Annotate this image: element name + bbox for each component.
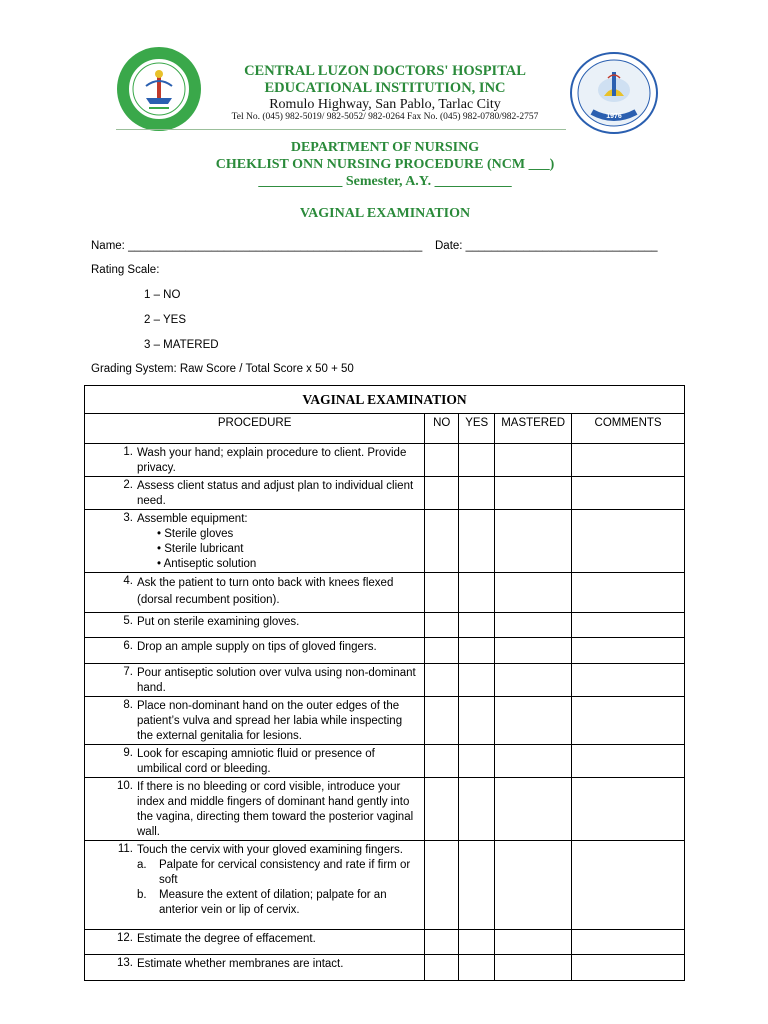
procedure-cell — [85, 697, 425, 745]
yes-cell[interactable] — [459, 955, 495, 981]
procedure-cell — [85, 510, 425, 573]
step-text: Drop an ample supply on tips of gloved fingers. — [137, 641, 377, 653]
column-header-comments: COMMENTS — [572, 414, 685, 444]
column-header-no: NO — [425, 414, 459, 444]
grading-system: Grading System: Raw Score / Total Score x 50 + 50 — [91, 363, 354, 375]
step-text: Look for escaping amniotic fluid or presence of umbilical cord or bleeding. — [137, 748, 375, 775]
column-header-yes: YES — [459, 414, 495, 444]
comments-cell[interactable] — [572, 745, 685, 778]
semester-line: ____________ Semester, A.Y. ___________ — [258, 174, 512, 189]
step-number: 9. — [123, 747, 133, 759]
mastered-cell[interactable] — [495, 697, 572, 745]
mastered-cell[interactable] — [495, 841, 572, 930]
step-number: 11. — [117, 843, 133, 855]
step-text: Estimate whether membranes are intact. — [137, 958, 344, 970]
sub-item — [137, 858, 420, 888]
no-cell[interactable] — [425, 664, 459, 697]
column-header-mastered: MASTERED — [495, 414, 572, 444]
procedure-cell — [85, 778, 425, 841]
rating-scale-label: Rating Scale: — [91, 264, 160, 276]
mastered-cell[interactable] — [495, 444, 572, 477]
procedure-cell — [85, 930, 425, 955]
yes-cell[interactable] — [459, 477, 495, 510]
yes-cell[interactable] — [459, 510, 495, 573]
table-row — [85, 664, 685, 697]
checklist-table — [84, 385, 685, 981]
checklist-title: CHEKLIST ONN NURSING PROCEDURE (NCM ___) — [215, 157, 555, 172]
procedure-cell — [85, 955, 425, 981]
mastered-cell[interactable] — [495, 745, 572, 778]
no-cell[interactable] — [425, 444, 459, 477]
table-row — [85, 778, 685, 841]
step-number: 12. — [117, 932, 133, 944]
table-header-row — [85, 414, 685, 444]
bullet-item: • Sterile gloves — [157, 528, 234, 540]
no-cell[interactable] — [425, 638, 459, 664]
step-text: Put on sterile examining gloves. — [137, 616, 300, 628]
mastered-cell[interactable] — [495, 510, 572, 573]
step-text: Ask the patient to turn onto back with knees flexed (dorsal recumbent position). — [137, 577, 394, 606]
table-row — [85, 510, 685, 573]
comments-cell[interactable] — [572, 930, 685, 955]
sub-item-text: Measure the extent of dilation; palpate for an anterior vein or lip of cervix. — [159, 889, 387, 916]
step-number: 1. — [123, 446, 133, 458]
bullet-text: Antiseptic solution — [163, 558, 257, 570]
step-text: Wash your hand; explain procedure to client. Provide privacy. — [137, 447, 407, 474]
sub-item — [137, 888, 420, 918]
scale-item-2: 2 – YES — [144, 314, 186, 326]
step-text: Assemble equipment: — [137, 513, 248, 525]
procedure-cell — [85, 444, 425, 477]
column-header-procedure: PROCEDURE — [85, 414, 425, 444]
yes-cell[interactable] — [459, 697, 495, 745]
sub-item-letter: b. — [137, 889, 147, 901]
step-number: 3. — [123, 512, 133, 524]
mastered-cell[interactable] — [495, 638, 572, 664]
step-number: 5. — [123, 615, 133, 627]
procedure-title: VAGINAL EXAMINATION — [299, 206, 471, 221]
procedure-cell — [85, 638, 425, 664]
no-cell[interactable] — [425, 613, 459, 638]
no-cell[interactable] — [425, 573, 459, 613]
comments-cell[interactable] — [572, 573, 685, 613]
procedure-cell — [85, 841, 425, 930]
institution-address: Romulo Highway, San Pablo, Tarlac City — [269, 97, 501, 112]
scale-item-3: 3 – MATERED — [144, 339, 219, 351]
table-row — [85, 477, 685, 510]
yes-cell[interactable] — [459, 573, 495, 613]
comments-cell[interactable] — [572, 697, 685, 745]
institution-name-line1: CENTRAL LUZON DOCTORS' HOSPITAL — [244, 63, 526, 79]
mastered-cell[interactable] — [495, 664, 572, 697]
comments-cell[interactable] — [572, 778, 685, 841]
yes-cell[interactable] — [459, 841, 495, 930]
mastered-cell[interactable] — [495, 613, 572, 638]
bullet-item: • Sterile lubricant — [157, 543, 244, 555]
name-field[interactable]: Name: ______________________________________________ — [91, 240, 423, 252]
procedure-cell — [85, 664, 425, 697]
sub-item-letter: a. — [137, 859, 147, 871]
yes-cell[interactable] — [459, 778, 495, 841]
step-number: 6. — [123, 640, 133, 652]
step-text: Estimate the degree of effacement. — [137, 933, 316, 945]
institution-contact: Tel No. (045) 982-5019/ 982-5052/ 982-0264 Fax No. (045) 982-0780/982-2757 — [231, 112, 539, 122]
step-number: 8. — [123, 699, 133, 711]
no-cell[interactable] — [425, 955, 459, 981]
no-cell[interactable] — [425, 510, 459, 573]
step-number: 2. — [123, 479, 133, 491]
no-cell[interactable] — [425, 745, 459, 778]
step-number: 13. — [117, 957, 133, 969]
bullet-text: Sterile gloves — [164, 528, 234, 540]
yes-cell[interactable] — [459, 664, 495, 697]
date-field[interactable]: Date: ______________________________ — [435, 240, 658, 252]
mastered-cell[interactable] — [495, 778, 572, 841]
scale-item-1: 1 – NO — [144, 289, 181, 301]
table-row — [85, 697, 685, 745]
table-row — [85, 638, 685, 664]
comments-cell[interactable] — [572, 664, 685, 697]
comments-cell[interactable] — [572, 955, 685, 981]
comments-cell[interactable] — [572, 510, 685, 573]
department-title: DEPARTMENT OF NURSING — [290, 140, 480, 155]
comments-cell[interactable] — [572, 841, 685, 930]
no-cell[interactable] — [425, 697, 459, 745]
yes-cell[interactable] — [459, 745, 495, 778]
step-text: Place non-dominant hand on the outer edges of the patient’s vulva and spread her labia while inspecting the external genitalia for lesions. — [137, 700, 403, 742]
step-text: Touch the cervix with your gloved examining fingers. — [137, 844, 403, 856]
mastered-cell[interactable] — [495, 955, 572, 981]
procedure-cell — [85, 477, 425, 510]
table-row — [85, 745, 685, 778]
step-text: Assess client status and adjust plan to individual client need. — [137, 480, 414, 507]
step-number: 10. — [117, 780, 133, 792]
step-number: 4. — [123, 575, 133, 587]
procedure-cell — [85, 573, 425, 613]
sub-item-text: Palpate for cervical consistency and rate if firm or soft — [159, 859, 411, 886]
table-row — [85, 955, 685, 981]
yes-cell[interactable] — [459, 444, 495, 477]
table-row — [85, 930, 685, 955]
comments-cell[interactable] — [572, 638, 685, 664]
comments-cell[interactable] — [572, 477, 685, 510]
yes-cell[interactable] — [459, 930, 495, 955]
no-cell[interactable] — [425, 930, 459, 955]
table-row — [85, 841, 685, 930]
table-row — [85, 444, 685, 477]
procedure-cell — [85, 745, 425, 778]
no-cell[interactable] — [425, 477, 459, 510]
procedure-cell — [85, 613, 425, 638]
comments-cell[interactable] — [572, 444, 685, 477]
logo-year-text: 1976 — [606, 113, 622, 120]
step-number: 7. — [123, 666, 133, 678]
institution-name-line2: EDUCATIONAL INSTITUTION, INC — [264, 80, 506, 96]
no-cell[interactable] — [425, 841, 459, 930]
step-text: If there is no bleeding or cord visible, introduce your index and middle fingers of dominant hand gently into the vagina, directing them toward the posterior vaginal wall. — [137, 781, 414, 838]
mastered-cell[interactable] — [495, 477, 572, 510]
mastered-cell[interactable] — [495, 573, 572, 613]
table-title: VAGINAL EXAMINATION — [85, 386, 685, 414]
table-row — [85, 573, 685, 613]
bullet-item: • Antiseptic solution — [157, 558, 257, 570]
table-row — [85, 613, 685, 638]
header-divider — [116, 129, 566, 130]
no-cell[interactable] — [425, 778, 459, 841]
yes-cell[interactable] — [459, 638, 495, 664]
mastered-cell[interactable] — [495, 930, 572, 955]
bullet-text: Sterile lubricant — [164, 543, 244, 555]
yes-cell[interactable] — [459, 613, 495, 638]
step-text: Pour antiseptic solution over vulva using non-dominant hand. — [137, 667, 416, 694]
comments-cell[interactable] — [572, 613, 685, 638]
